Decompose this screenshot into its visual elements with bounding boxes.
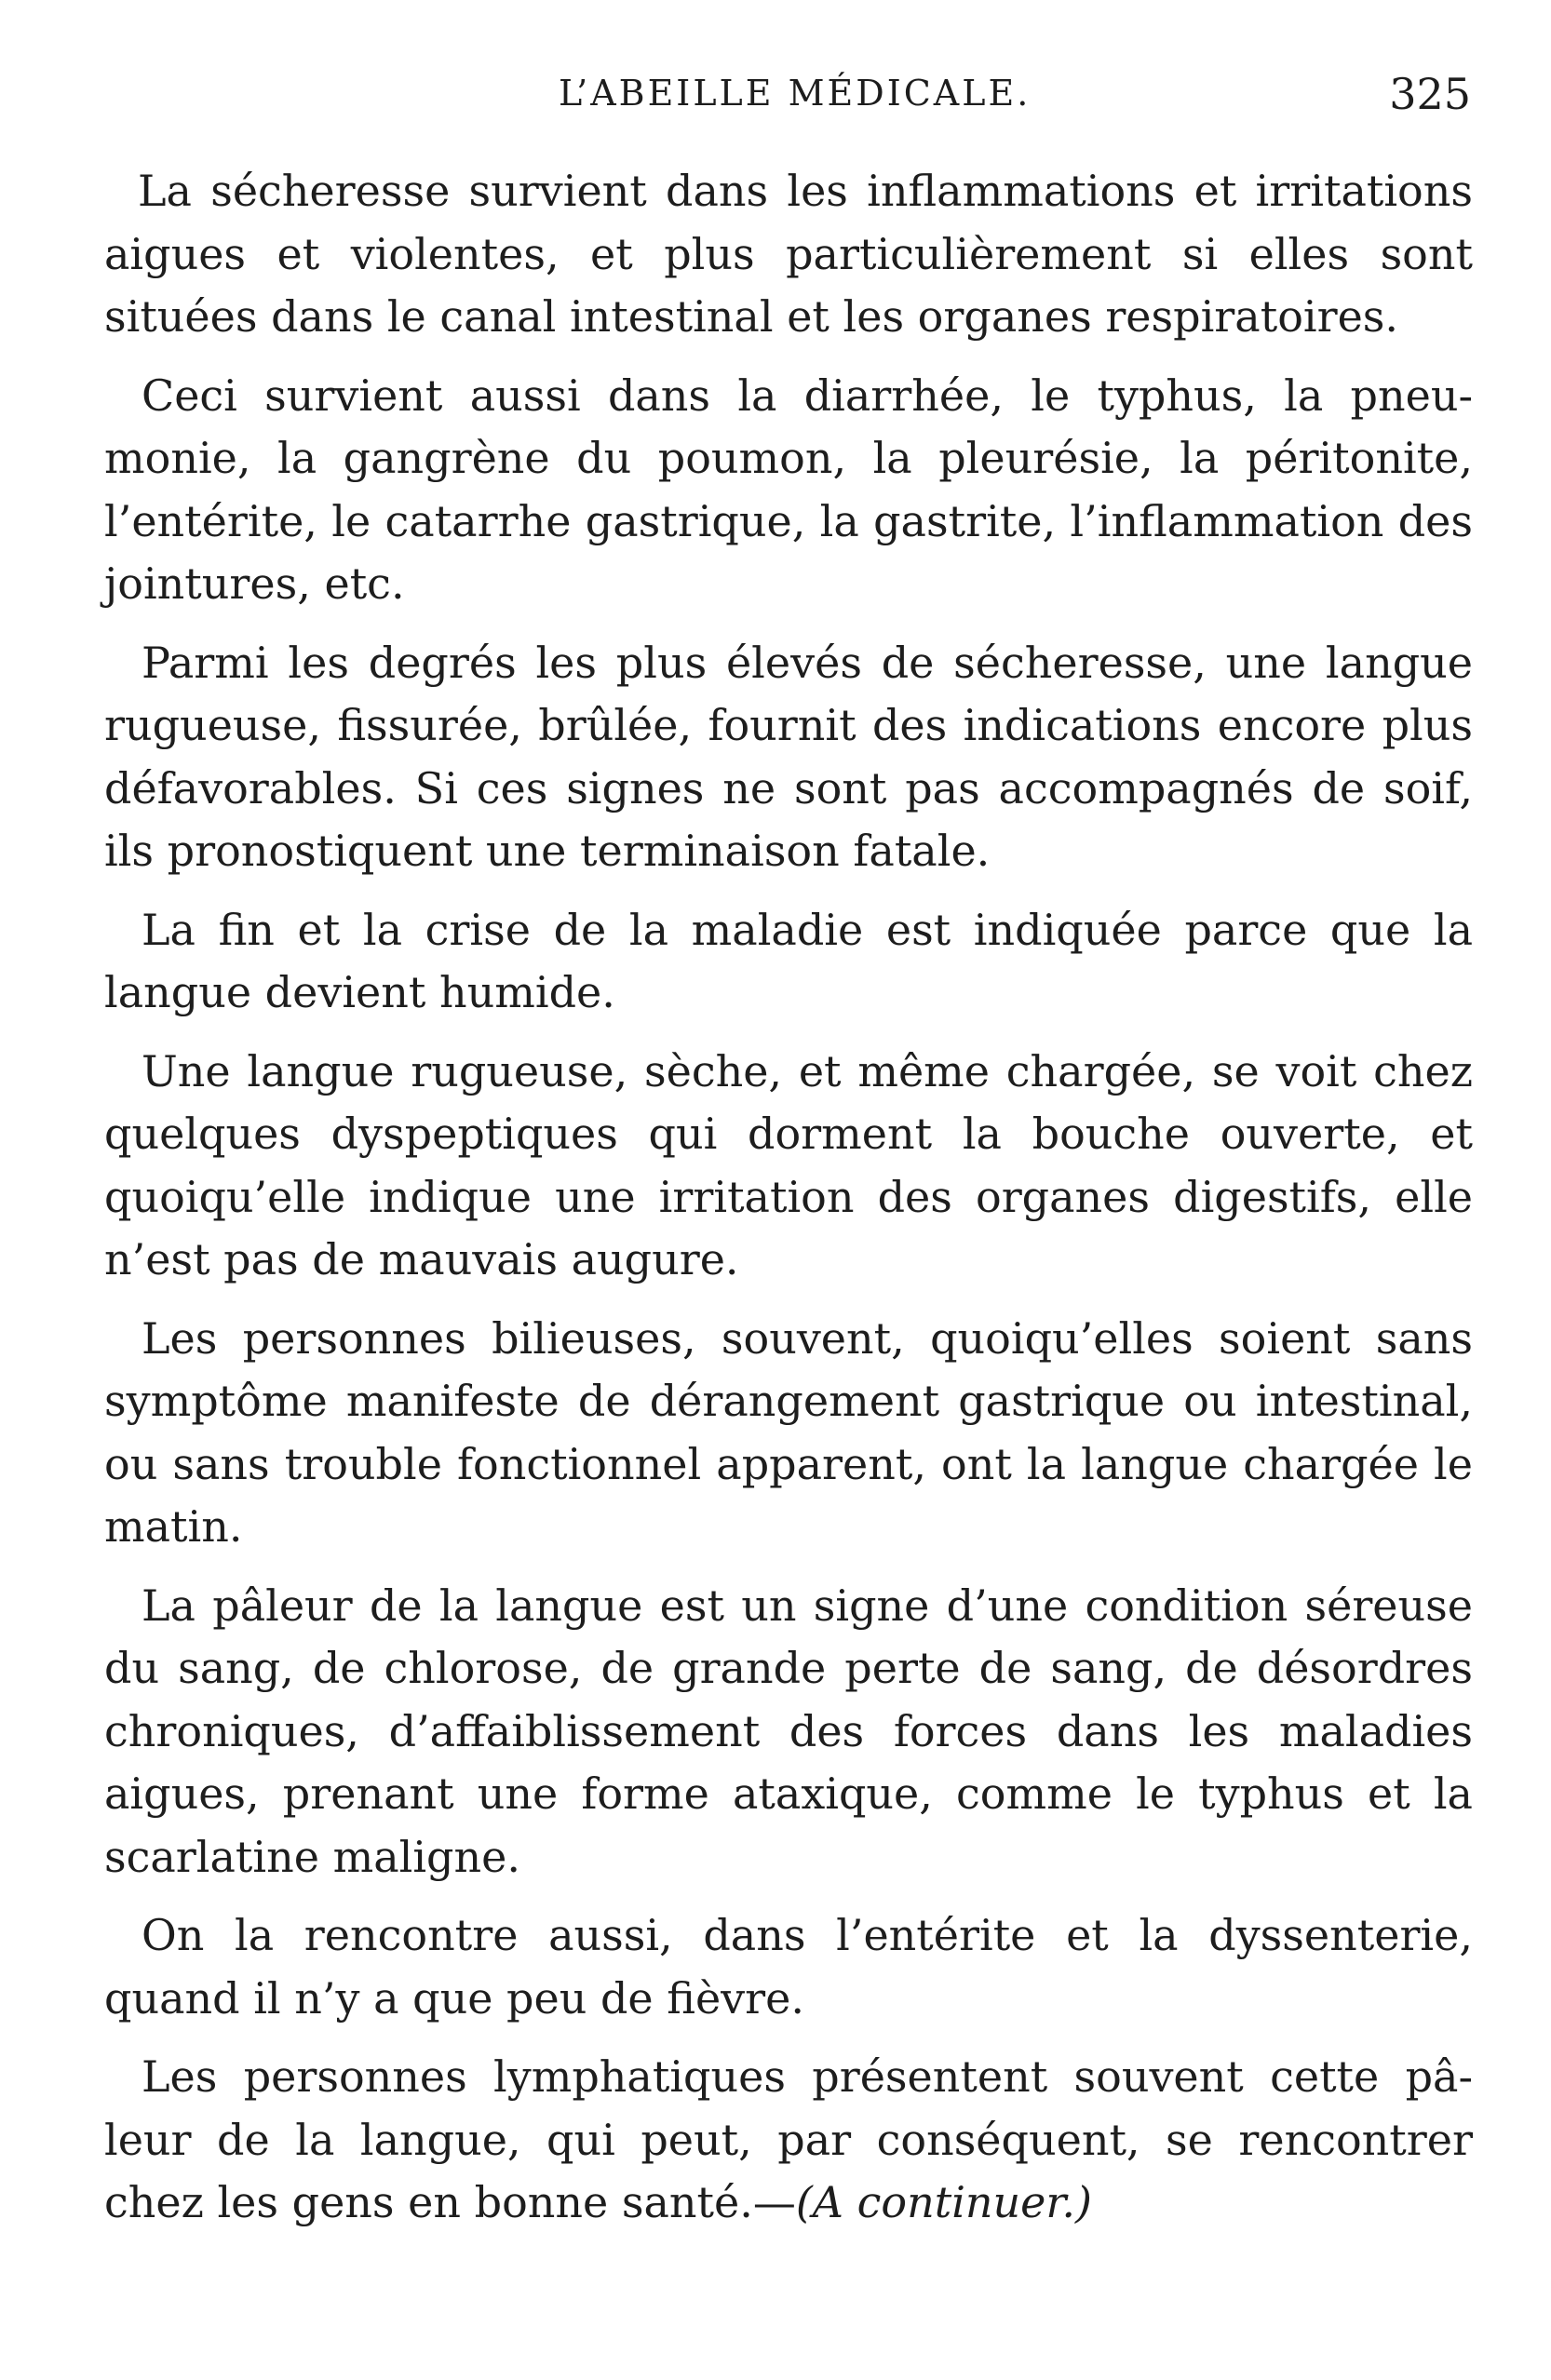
paragraph: Ceci survient aussi dans la diarrhée, le typhus, la pneu-monie, la gangrène du poumon, la pleurésie, la péritonite, l’entérite, le catarrhe gastrique, la gastrite, l’inflammation des jointures, etc. [104,370,1473,609]
paragraph: Une langue rugueuse, sèche, et même chargée, se voit chez quelques dyspeptiques qui dorment la bouche ouverte, et quoiqu’elle indique une irritation des organes digestifs, elle n’est pas de mauvais augure. [104,1045,1473,1284]
body-text [104,160,1473,2251]
running-head [102,69,1471,128]
paragraph: La sécheresse survient dans les inflammations et irritations aigues et violentes, et plus particulièrement si elles sont situées dans le canal intestinal et les organes respiratoires. [104,166,1473,342]
page-number: 325 [1389,69,1471,119]
paragraph: Les personnes bilieuses, souvent, quoiqu’elles soient sans symptôme manifeste de dérangement gastrique ou intestinal, ou sans trouble fonctionnel apparent, ont la langue chargée le matin. [104,1312,1473,1552]
paragraph: La pâleur de la langue est un signe d’une condition séreuse du sang, de chlorose, de grande perte de sang, de désordres chroniques, d’affaiblissement des forces dans les maladies aigues, prenant une forme ataxique, comme le typhus et la scarlatine maligne. [104,1580,1473,1882]
paragraph: Parmi les degrés les plus élevés de sécheresse, une langue rugueuse, fissurée, brûlée, fournit des indications encore plus défavorables. Si ces signes ne sont pas accompagnés de soif, ils pronostiquent une terminaison fatale. [104,637,1473,876]
continuation-note: (A continuer.) [795,2177,1092,2227]
running-title: L’ABEILLE MÉDICALE. [559,73,1032,114]
paragraph: On la rencontre aussi, dans l’entérite et la dyssenterie, quand il n’y a que peu de fièvre. [104,1910,1473,2024]
paragraph: La fin et la crise de la maladie est indiquée parce que la langue devient humide. [104,904,1473,1017]
last-paragraph [104,2046,1473,2235]
last-paragraph-text: Les personnes lymphatiques présentent souvent cette pâ-leur de la langue, qui peut, par conséquent, se rencontrer chez les gens en bonne santé.— [104,2051,1473,2227]
